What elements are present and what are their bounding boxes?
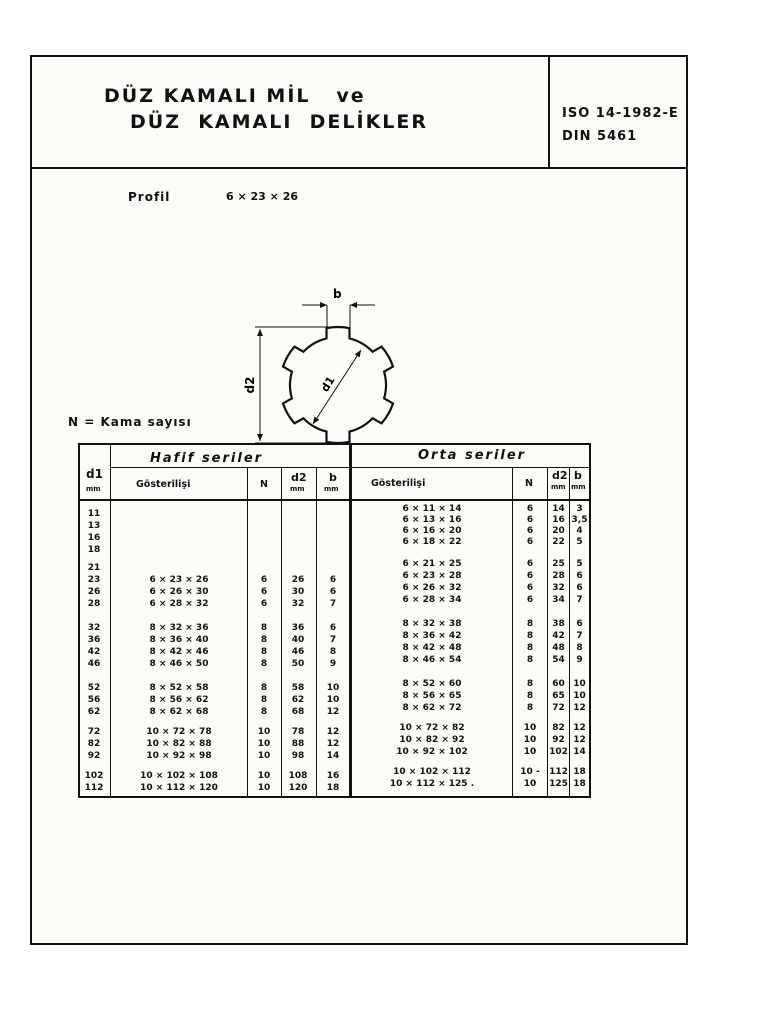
row-medium-n: 10 - [520,767,540,777]
row-light-designation: 8 × 36 × 40 [149,635,209,645]
row-light-n: 6 [260,587,268,597]
row-medium-n: 8 [526,631,534,641]
row-light-designation: 6 × 26 × 30 [149,587,209,597]
row-medium-designation: 8 × 62 × 72 [402,703,462,713]
row-d1: 102 [84,771,104,781]
row-light-designation: 8 × 52 × 58 [149,683,209,693]
row-medium-n: 8 [526,655,534,665]
row-medium-b: 12 [573,703,586,713]
row-medium-b: 12 [573,735,586,745]
row-medium-n: 6 [526,515,534,525]
row-light-d2: 46 [291,647,305,657]
light-n-header: N [260,479,268,490]
din-standard: DIN 5461 [562,129,638,144]
row-light-designation: 6 × 23 × 26 [149,575,209,585]
row-light-n: 8 [260,659,268,669]
row-light-b: 9 [329,659,337,669]
row-medium-n: 10 [523,723,537,733]
row-light-n: 8 [260,623,268,633]
row-light-d2: 36 [291,623,305,633]
profile-label: Profil [128,190,171,204]
medium-designation-header: Gösterilişi [371,478,426,489]
row-medium-designation: 8 × 52 × 60 [402,679,462,689]
row-d1: 26 [87,587,101,597]
row-light-b: 6 [329,623,337,633]
row-light-n: 10 [257,727,271,737]
row-medium-d2: 14 [552,504,565,514]
row-medium-designation: 6 × 26 × 32 [402,583,462,593]
row-medium-b: 12 [573,723,586,733]
row-d1: 112 [84,783,104,793]
row-medium-n: 6 [526,595,534,605]
row-light-designation: 8 × 46 × 50 [149,659,209,669]
row-light-d2: 98 [291,751,305,761]
row-medium-d2: 54 [552,655,565,665]
row-medium-d2: 92 [552,735,565,745]
row-light-designation: 6 × 28 × 32 [149,599,209,609]
row-light-n: 8 [260,695,268,705]
row-light-designation: 8 × 32 × 36 [149,623,209,633]
row-medium-designation: 10 × 112 × 125 . [389,779,475,789]
row-d1: 92 [87,751,101,761]
row-medium-designation: 10 × 102 × 112 [393,767,471,777]
row-light-b: 12 [326,707,340,717]
medium-b-header: b [574,469,582,482]
row-medium-b: 14 [573,747,586,757]
profile-value: 6 × 23 × 26 [226,190,299,203]
medium-b-unit: mm [571,483,586,491]
row-light-designation: 8 × 62 × 68 [149,707,209,717]
row-light-d2: 120 [288,783,308,793]
row-light-d2: 88 [291,739,305,749]
row-medium-designation: 8 × 46 × 54 [402,655,462,665]
row-medium-designation: 6 × 13 × 16 [402,515,462,525]
row-light-b: 12 [326,739,340,749]
row-medium-b: 6 [576,619,583,629]
row-light-designation: 10 × 82 × 88 [146,739,212,749]
row-medium-b: 7 [576,631,583,641]
light-d2-unit: mm [290,485,305,493]
row-medium-n: 8 [526,679,534,689]
row-d1: 13 [87,521,101,531]
medium-d2-header: d2 [552,469,568,482]
row-light-designation: 10 × 102 × 108 [140,771,218,781]
row-medium-designation: 8 × 42 × 48 [402,643,462,653]
row-d1: 72 [87,727,101,737]
row-medium-b: 3,5 [571,515,588,525]
light-b-header: b [329,471,337,484]
row-medium-d2: 16 [552,515,565,525]
row-light-d2: 30 [291,587,305,597]
row-medium-d2: 22 [552,537,565,547]
medium-n-header: N [525,478,533,489]
row-medium-n: 6 [526,504,534,514]
row-medium-d2: 28 [552,571,565,581]
row-light-d2: 26 [291,575,305,585]
row-d1: 52 [87,683,101,693]
row-d1: 56 [87,695,101,705]
light-d2-header: d2 [291,471,307,484]
row-medium-b: 4 [576,526,583,536]
row-medium-designation: 8 × 56 × 65 [402,691,462,701]
row-medium-b: 10 [573,679,586,689]
row-medium-d2: 60 [552,679,565,689]
row-medium-n: 10 [523,735,537,745]
row-medium-designation: 10 × 82 × 92 [399,735,465,745]
row-light-d2: 40 [291,635,305,645]
light-designation-header: Gösterilişi [136,479,191,490]
row-light-d2: 78 [291,727,305,737]
row-medium-b: 18 [573,779,586,789]
row-light-n: 10 [257,771,271,781]
row-light-b: 14 [326,751,340,761]
row-medium-designation: 6 × 23 × 28 [402,571,462,581]
row-d1: 42 [87,647,101,657]
row-medium-b: 10 [573,691,586,701]
row-medium-n: 8 [526,643,534,653]
row-light-n: 8 [260,707,268,717]
row-light-designation: 10 × 112 × 120 [140,783,218,793]
row-medium-b: 3 [576,504,583,514]
row-medium-designation: 10 × 72 × 82 [399,723,465,733]
row-light-n: 6 [260,599,268,609]
row-medium-n: 6 [526,559,534,569]
row-light-designation: 8 × 56 × 62 [149,695,209,705]
row-medium-b: 5 [576,537,583,547]
row-medium-designation: 10 × 92 × 102 [396,747,468,757]
row-light-d2: 32 [291,599,305,609]
row-medium-d2: 125 [549,779,568,789]
row-d1: 82 [87,739,101,749]
row-light-designation: 10 × 92 × 98 [146,751,212,761]
row-medium-b: 8 [576,643,583,653]
row-light-b: 8 [329,647,337,657]
row-medium-b: 5 [576,559,583,569]
b-dim-label: b [333,287,342,301]
row-medium-designation: 8 × 36 × 42 [402,631,462,641]
row-medium-d2: 102 [549,747,568,757]
row-medium-d2: 82 [552,723,565,733]
row-light-d2: 108 [288,771,308,781]
row-light-b: 7 [329,635,337,645]
row-medium-b: 9 [576,655,583,665]
row-light-b: 7 [329,599,337,609]
row-medium-designation: 8 × 32 × 38 [402,619,462,629]
row-light-d2: 58 [291,683,305,693]
row-medium-d2: 48 [552,643,565,653]
row-light-n: 8 [260,647,268,657]
row-light-designation: 10 × 72 × 78 [146,727,212,737]
row-light-designation: 8 × 42 × 46 [149,647,209,657]
row-light-b: 12 [326,727,340,737]
row-medium-d2: 112 [549,767,568,777]
row-medium-n: 6 [526,537,534,547]
row-d1: 11 [87,509,101,519]
d1-unit: mm [86,485,101,493]
medium-d2-unit: mm [551,483,566,491]
key-count-note: N = Kama sayısı [68,415,192,429]
row-d1: 23 [87,575,101,585]
row-medium-n: 6 [526,583,534,593]
row-medium-b: 6 [576,583,583,593]
row-medium-n: 8 [526,619,534,629]
row-medium-designation: 6 × 28 × 34 [402,595,462,605]
row-light-n: 8 [260,683,268,693]
row-light-n: 6 [260,575,268,585]
d1-dim-label: d1 [318,374,338,395]
title-line-1: DÜZ KAMALI MİL ve [104,85,366,107]
row-light-b: 18 [326,783,340,793]
row-d1: 32 [87,623,101,633]
row-d1: 21 [87,563,101,573]
row-medium-n: 10 [523,779,537,789]
row-light-d2: 62 [291,695,305,705]
row-medium-d2: 42 [552,631,565,641]
medium-series-header: Orta seriler [418,448,527,463]
row-light-d2: 50 [291,659,305,669]
d2-dim-label: d2 [243,376,257,394]
row-medium-d2: 25 [552,559,565,569]
row-light-n: 10 [257,783,271,793]
row-d1: 36 [87,635,101,645]
row-light-b: 10 [326,683,340,693]
row-medium-b: 18 [573,767,586,777]
row-d1: 18 [87,545,101,555]
row-light-d2: 68 [291,707,305,717]
row-medium-n: 10 [523,747,537,757]
row-medium-designation: 6 × 16 × 20 [402,526,462,536]
row-medium-b: 6 [576,571,583,581]
title-line-2: DÜZ KAMALI DELİKLER [130,111,429,133]
light-b-unit: mm [324,485,339,493]
row-light-b: 6 [329,575,337,585]
row-medium-d2: 32 [552,583,565,593]
row-medium-d2: 72 [552,703,565,713]
row-d1: 46 [87,659,101,669]
row-medium-n: 8 [526,703,534,713]
row-light-n: 10 [257,751,271,761]
iso-standard: ISO 14-1982-E [562,106,679,121]
light-series-header: Hafif seriler [150,451,264,466]
row-medium-designation: 6 × 18 × 22 [402,537,462,547]
row-medium-n: 6 [526,526,534,536]
row-medium-d2: 34 [552,595,565,605]
row-light-b: 10 [326,695,340,705]
spline-dimensions-table [78,443,591,798]
row-medium-d2: 65 [552,691,565,701]
row-light-n: 8 [260,635,268,645]
row-medium-designation: 6 × 11 × 14 [402,504,462,514]
row-light-b: 6 [329,587,337,597]
row-d1: 16 [87,533,101,543]
row-d1: 62 [87,707,101,717]
row-d1: 28 [87,599,101,609]
d1-column-header: d1 [86,467,103,481]
row-medium-d2: 20 [552,526,565,536]
row-light-n: 10 [257,739,271,749]
row-medium-n: 6 [526,571,534,581]
row-medium-b: 7 [576,595,583,605]
row-medium-n: 8 [526,691,534,701]
row-medium-designation: 6 × 21 × 25 [402,559,462,569]
row-medium-d2: 38 [552,619,565,629]
row-light-b: 16 [326,771,340,781]
